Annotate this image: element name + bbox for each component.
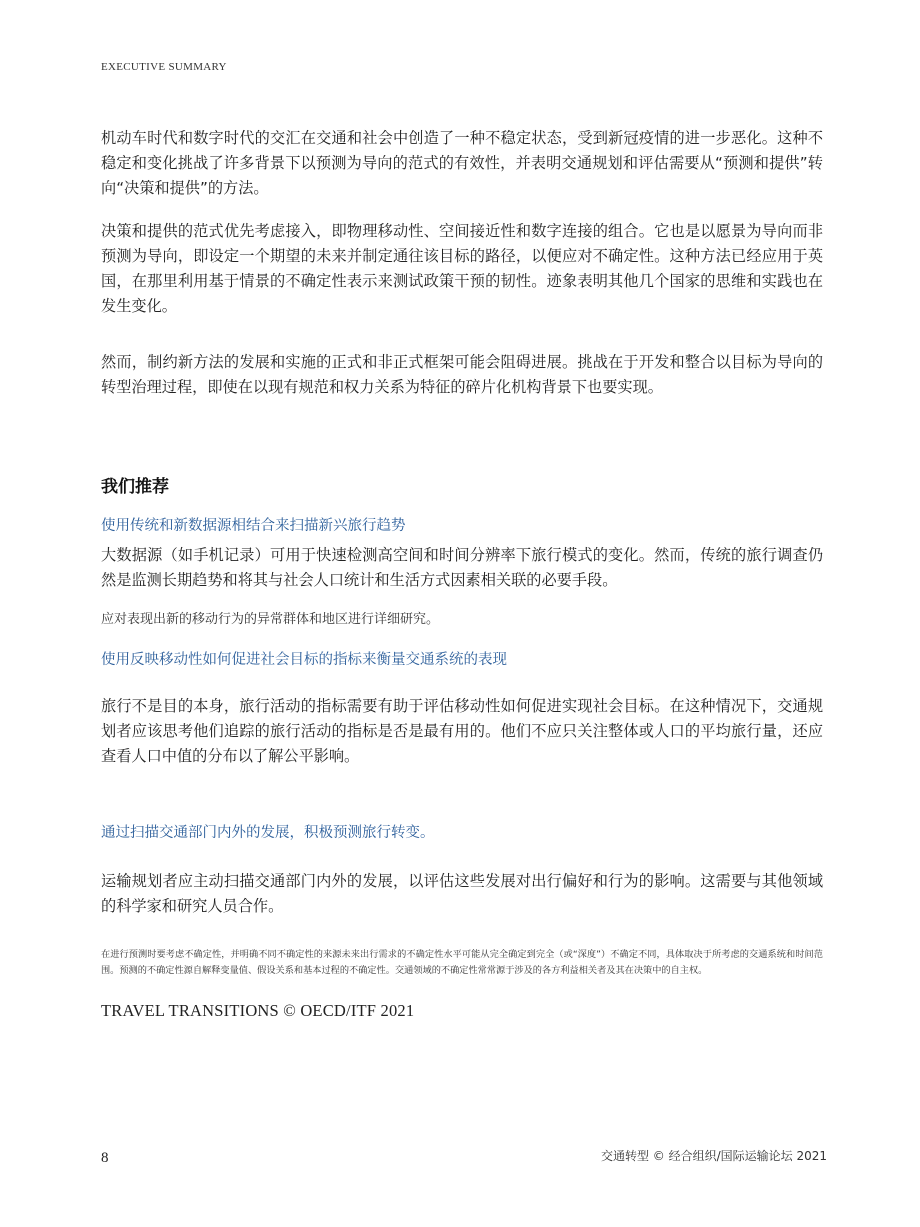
- page-number: 8: [101, 1150, 109, 1166]
- footnote: 在进行预测时要考虑不确定性，并明确不同不确定性的来源未来出行需求的不确定性水平可能从完全确定到完全（或“深度”）不确定不同，具体取决于所考虑的交通系统和时间范围。预测的不确定性源自解释变量值、假设关系和基本过程的不确定性。交通领域的不确定性常常源于涉及的各方利益相关者及其在决策中的自主权。: [101, 949, 823, 976]
- body-paragraph: 然而，制约新方法的发展和实施的正式和非正式框架可能会阻碍进展。挑战在于开发和整合以目标为导向的转型治理过程，即使在以现有规范和权力关系为特征的碎片化机构背景下也要实现。: [101, 353, 823, 396]
- recommendation-text: 大数据源（如手机记录）可用于快速检测高空间和时间分辨率下旅行模式的变化。然而，传统的旅行调查仍然是监测长期趋势和将其与社会人口统计和生活方式因素相关联的必要手段。: [101, 546, 823, 589]
- footer-publication: 交通转型 © 经合组织/国际运输论坛 2021: [600, 1149, 827, 1163]
- body-paragraph: 决策和提供的范式优先考虑接入，即物理移动性、空间接近性和数字连接的组合。它也是以愿景为导向而非预测为导向，即设定一个期望的未来并制定通往该目标的路径，以便应对不确定性。这种方法已经应用于英国，在那里利用基于情景的不确定性表示来测试政策干预的韧性。迹象表明其他几个国家的思维和实践也在发生变化。: [101, 222, 823, 315]
- copyright-line: TRAVEL TRANSITIONS © OECD/ITF 2021: [101, 1001, 415, 1020]
- recommendation-text: 运输规划者应主动扫描交通部门内外的发展，以评估这些发展对出行偏好和行为的影响。这需要与其他领域的科学家和研究人员合作。: [101, 872, 823, 915]
- recommendation-title: 使用反映移动性如何促进社会目标的指标来衡量交通系统的表现: [101, 652, 507, 668]
- running-header: EXECUTIVE SUMMARY: [101, 61, 227, 73]
- recommendation-text: 旅行不是目的本身，旅行活动的指标需要有助于评估移动性如何促进实现社会目标。在这种情况下，交通规划者应该思考他们追踪的旅行活动的指标是否是最有用的。他们不应只关注整体或人口的平均旅行量，还应查看人口中值的分布以了解公平影响。: [101, 697, 823, 765]
- recommendation-note: 应对表现出新的移动行为的异常群体和地区进行详细研究。: [101, 612, 440, 627]
- recommendations-heading: 我们推荐: [101, 477, 169, 497]
- recommendation-title: 使用传统和新数据源相结合来扫描新兴旅行趋势: [101, 518, 406, 534]
- recommendation-title: 通过扫描交通部门内外的发展，积极预测旅行转变。: [101, 825, 435, 841]
- body-paragraph: 机动车时代和数字时代的交汇在交通和社会中创造了一种不稳定状态，受到新冠疫情的进一步恶化。这种不稳定和变化挑战了许多背景下以预测为导向的范式的有效性，并表明交通规划和评估需要从“预测和提供”转向“决策和提供”的方法。: [101, 129, 823, 197]
